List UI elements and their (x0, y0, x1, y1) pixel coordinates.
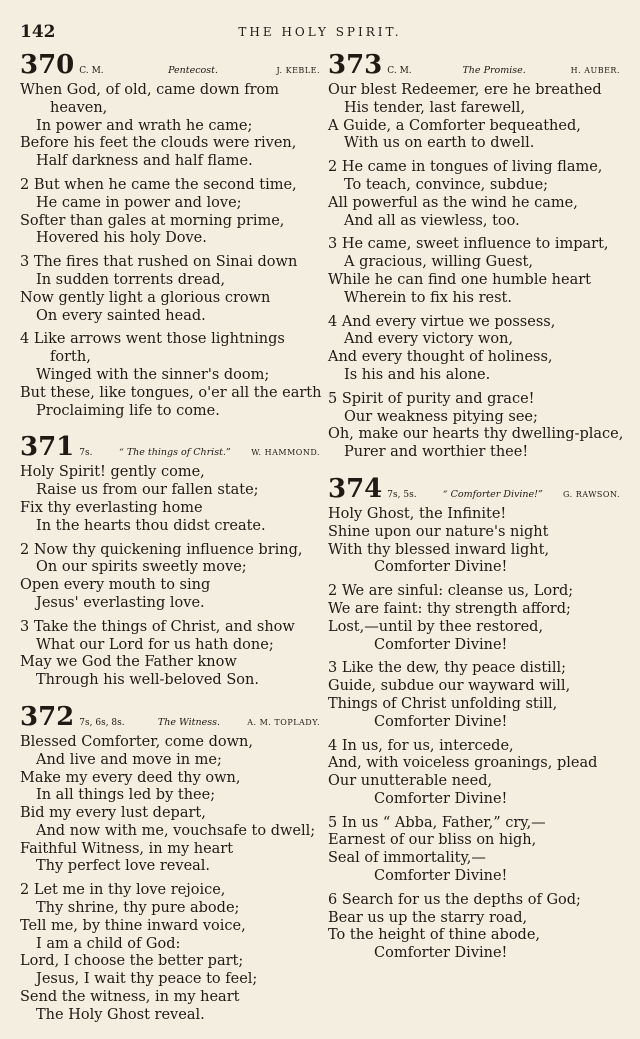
verse-line: 3 He came, sweet influence to impart, (328, 236, 609, 253)
verse-line: On every sainted head. (36, 307, 206, 324)
stanza (20, 254, 320, 325)
stanza (20, 734, 320, 876)
verse-line: Half darkness and half flame. (36, 153, 253, 170)
verse-line: Faithful Witness, in my heart (20, 840, 234, 857)
verse-line: Things of Christ unfolding still, (328, 695, 558, 712)
verse-line: Tell me, by thine inward voice, (20, 917, 246, 934)
verse-line: Winged with the sinner's doom; (36, 366, 270, 383)
verse-line: With us on earth to dwell. (344, 135, 535, 152)
verse-line: 2 He came in tongues of living flame, (328, 159, 603, 176)
stanza (328, 660, 620, 731)
hymn-tune: “ Comforter Divine!” (442, 488, 543, 500)
hymn-tune: Pentecost. (168, 65, 218, 76)
verse-line: Lord, I choose the better part; (20, 953, 244, 970)
verse-line: Jesus, I wait thy peace to feel; (36, 971, 258, 988)
verse-line: Oh, make our hearts thy dwelling-place, (328, 426, 624, 443)
verse-line: Through his well-beloved Son. (36, 672, 259, 689)
hymn-author: J. KEBLE. (276, 66, 320, 75)
verse-line: Wherein to fix his rest. (344, 289, 512, 306)
hymn-author: W. HAMMOND. (251, 448, 320, 458)
verse-line: The Holy Ghost reveal. (36, 1006, 205, 1023)
verse-line: And live and move in me; (36, 751, 222, 768)
verse-line: And every thought of holiness, (328, 349, 553, 366)
verse-line: Fix thy everlasting home (20, 499, 203, 516)
hymn-meter: 7s, 6s, 8s. (79, 717, 125, 728)
verse-line: Softer than gales at morning prime, (20, 212, 285, 229)
stanza (328, 892, 620, 963)
hymn-header (20, 52, 320, 82)
verse-line: Bear us up the starry road, (328, 909, 528, 926)
stanza (20, 177, 320, 248)
verse-line: Comforter Divine! (374, 713, 508, 730)
verse-line: And, with voiceless groanings, plead (328, 755, 598, 772)
verse-line: While he can find one humble heart (328, 271, 591, 288)
verse-line: 6 Search for us the depths of God; (328, 891, 581, 908)
stanza (328, 583, 620, 654)
stanza (328, 159, 620, 230)
verse-line: Is his and his alone. (344, 366, 491, 383)
stanza (328, 236, 620, 307)
stanza (20, 619, 320, 690)
stanza (328, 314, 620, 385)
left-column (20, 52, 320, 1039)
hymn-371 (20, 434, 320, 690)
verse-line: A gracious, willing Guest, (344, 254, 533, 271)
verse-line: Send the witness, in my heart (20, 989, 240, 1006)
hymn-number: 374 (328, 473, 383, 504)
stanza (20, 331, 320, 420)
hymn-tune: The Witness. (157, 716, 220, 728)
right-column (328, 50, 624, 977)
hymn-meter: 7s. (79, 448, 93, 459)
verse-line: He came in power and love; (36, 194, 242, 211)
verse-line: Proclaiming life to come. (36, 402, 220, 419)
verse-line: Earnest of our bliss on high, (328, 832, 537, 849)
verse-line: Raise us from our fallen state; (36, 482, 259, 499)
stanza (328, 506, 620, 577)
verse-line: And now with me, vouchsafe to dwell; (36, 822, 316, 839)
hymn-meter: 7s, 5s. (387, 489, 417, 500)
hymn-author: A. M. TOPLADY. (247, 717, 320, 727)
hymn-372 (20, 701, 320, 1025)
stanza (328, 82, 620, 153)
verse-line: Lost,—until by thee restored, (328, 618, 544, 635)
verse-line: All powerful as the wind he came, (328, 194, 578, 211)
verse-line: Holy Ghost, the Infinite! (328, 505, 507, 522)
running-head: THE HOLY SPIRIT. (238, 25, 402, 39)
hymn-header (328, 473, 620, 506)
hymn-author: G. RAWSON. (563, 489, 620, 499)
verse-line: forth, (50, 349, 91, 366)
verse-line: Our blest Redeemer, ere he breathed (328, 82, 602, 98)
verse-line: 5 In us “ Abba, Father,” cry,— (328, 814, 546, 831)
verse-line: 2 Now thy quickening influence bring, (20, 541, 303, 558)
hymn-number: 371 (20, 432, 75, 463)
verse-line: Comforter Divine! (374, 559, 508, 576)
verse-line: In the hearts thou didst create. (36, 517, 266, 534)
verse-line: 2 We are sinful: cleanse us, Lord; (328, 583, 574, 600)
verse-line: Make my every deed thy own, (20, 769, 241, 786)
verse-line: 3 The fires that rushed on Sinai down (20, 254, 298, 271)
verse-line: 4 And every virtue we possess, (328, 313, 556, 330)
hymn-370 (20, 52, 320, 420)
verse-line: His tender, last farewell, (344, 99, 526, 116)
verse-line: 4 Like arrows went those lightnings (20, 331, 285, 348)
verse-line: Seal of immortality,— (328, 850, 486, 867)
verse-line: Comforter Divine! (374, 945, 508, 962)
stanza (328, 815, 620, 886)
verse-line: Comforter Divine! (374, 868, 508, 885)
verse-line: Our weakness pitying see; (344, 408, 538, 425)
hymn-number: 373 (328, 50, 383, 80)
hymn-373 (328, 50, 624, 462)
verse-line: 2 But when he came the second time, (20, 176, 297, 193)
verse-line: In power and wrath he came; (36, 117, 253, 134)
stanza (20, 542, 320, 613)
verse-line: Bid my every lust depart, (20, 805, 206, 822)
verse-line: Guide, subdue our wayward will, (328, 678, 571, 695)
verse-line: Open every mouth to sing (20, 577, 211, 594)
verse-line: Shine upon our nature's night (328, 523, 549, 540)
verse-line: When God, of old, came down from (20, 82, 280, 98)
verse-line: I am a child of God: (36, 935, 181, 952)
verse-line: Holy Spirit! gently come, (20, 464, 205, 481)
verse-line: In sudden torrents dread, (36, 271, 226, 288)
verse-line: To teach, convince, subdue; (344, 176, 549, 193)
hymn-tune: “ The things of Christ.” (118, 447, 231, 459)
verse-line: Now gently light a glorious crown (20, 289, 271, 306)
stanza (20, 82, 320, 171)
hymn-number: 370 (20, 50, 75, 80)
hymn-header (328, 52, 620, 82)
verse-line: 2 Let me in thy love rejoice, (20, 882, 226, 899)
verse-line: And every victory won, (344, 331, 514, 348)
hymn-number: 372 (20, 701, 75, 732)
hymn-header (20, 434, 320, 464)
verse-line: Before his feet the clouds were riven, (20, 135, 297, 152)
verse-line: But these, like tongues, o'er all the earth (20, 384, 322, 401)
verse-line: Thy shrine, thy pure abode; (36, 900, 240, 917)
verse-line: Jesus' everlasting love. (36, 594, 205, 611)
verse-line: Our unutterable need, (328, 773, 493, 790)
verse-line: 5 Spirit of purity and grace! (328, 390, 535, 407)
verse-line: May we God the Father know (20, 654, 237, 671)
verse-line: Comforter Divine! (374, 636, 508, 653)
verse-line: 4 In us, for us, intercede, (328, 737, 514, 754)
verse-line: Thy perfect love reveal. (36, 858, 211, 875)
stanza (328, 738, 620, 809)
verse-line: Blessed Comforter, come down, (20, 733, 253, 750)
verse-line: What our Lord for us hath done; (36, 636, 274, 653)
verse-line: And all as viewless, too. (344, 212, 520, 229)
hymn-meter: C. M. (79, 66, 104, 76)
hymn-author: H. AUBER. (570, 66, 620, 75)
verse-line: 3 Take the things of Christ, and show (20, 618, 295, 635)
stanza (328, 390, 624, 462)
page-number: 142 (20, 22, 56, 42)
stanza (20, 464, 320, 535)
hymn-meter: C. M. (387, 66, 412, 76)
verse-line: In all things led by thee; (36, 787, 216, 804)
verse-line: A Guide, a Comforter bequeathed, (328, 117, 581, 134)
hymn-header (20, 701, 320, 734)
verse-line: With thy blessed inward light, (328, 541, 550, 558)
verse-line: Hovered his holy Dove. (36, 230, 207, 247)
stanza (20, 882, 320, 1024)
verse-line: On our spirits sweetly move; (36, 559, 247, 576)
verse-line: Comforter Divine! (374, 790, 508, 807)
verse-line: To the height of thine abode, (328, 927, 541, 944)
hymn-tune: The Promise. (462, 65, 526, 76)
verse-line: We are faint: thy strength afford; (328, 600, 571, 617)
verse-line: heaven, (50, 99, 108, 116)
verse-line: 3 Like the dew, thy peace distill; (328, 660, 566, 677)
hymn-374 (328, 473, 620, 963)
verse-line: Purer and worthier thee! (344, 444, 529, 461)
